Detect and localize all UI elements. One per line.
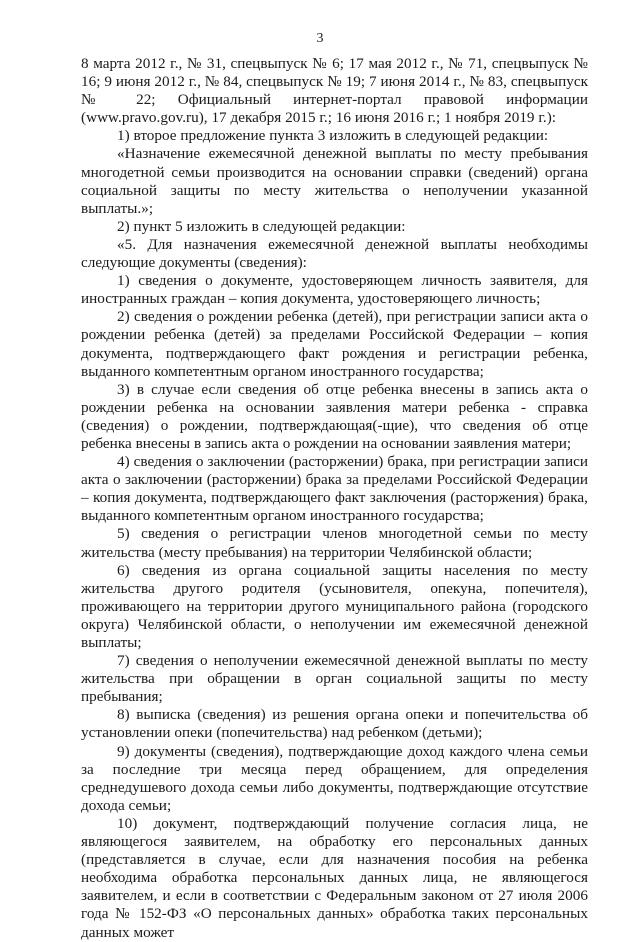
list-item-1: 1) сведения о документе, удостоверяющем личность заявителя, для иностранных граждан – копия документа, удостоверяющего личность;	[81, 272, 588, 308]
list-item-7: 7) сведения о неполучении ежемесячной денежной выплаты по месту жительства при обращении в орган социальной защиты по месту пребывания;	[81, 652, 588, 706]
paragraph-amendment-2: 2) пункт 5 изложить в следующей редакции:	[117, 217, 406, 235]
list-item-10: 10) документ, подтверждающий получение согласия лица, не являющегося заявителем, на обработку его персональных данных (представляется в случае, если для назначения пособия на ребенка необходима обработка персональных данных лица, не являющегося заявителем, и если в соответствии с Федеральным законом от 27 июля 2006 года № 152-ФЗ «О персональных данных» обработка таких персональных данных может	[81, 814, 588, 941]
paragraph-clause-5-intro: «5. Для назначения ежемесячной денежной выплаты необходимы следующие документы (сведения):	[81, 235, 588, 272]
list-item-5: 5) сведения о регистрации членов многодетной семьи по месту жительства (месту пребывания) на территории Челябинской области;	[81, 525, 588, 561]
paragraph-amendment-1: 1) второе предложение пункта 3 изложить в следующей редакции:	[117, 127, 549, 145]
page-number: 3	[316, 31, 324, 46]
list-item-8: 8) выписка (сведения) из решения органа опеки и попечительства об установлении опеки (попечительства) над ребенком (детьми);	[81, 706, 588, 742]
list-item-4: 4) сведения о заключении (расторжении) брака, при регистрации записи акта о заключении (расторжении) брака за пределами Российской Федерации – копия документа, подтверждающего факт заключения (расторжения) брака, выданного компетентным органом иностранного государства;	[81, 453, 588, 525]
document-body	[81, 55, 588, 942]
list-item-3: 3) в случае если сведения об отце ребенка внесены в запись акта о рождении ребенка на основании заявления матери ребенка - справка (сведения) о рождении, подтверждающая(-щие), что сведения об отце ребенка внесены в запись акта о рождении на основании заявления матери;	[81, 380, 588, 452]
list-item-6: 6) сведения из органа социальной защиты населения по месту жительства другого родителя (усыновителя, опекуна, попечителя), проживающего на территории другого муниципального района (городского округа) Челябинской области, о неполучении им ежемесячной денежной выплаты;	[81, 561, 588, 651]
paragraph-source-list: 8 марта 2012 г., № 31, спецвыпуск № 6; 17 мая 2012 г., № 71, спецвыпуск № 16; 9 июня 2012 г., № 84, спецвыпуск № 19; 7 июня 2014 г., № 83, спецвыпуск № 22; Официальный интернет-портал правовой информации (www.pravo.gov.ru), 17 декабря 2015 г.; 16 июня 2016 г.; 1 ноября 2019 г.):	[81, 55, 588, 127]
list-item-9: 9) документы (сведения), подтверждающие доход каждого члена семьи за последние три месяца перед обращением, для определения среднедушевого дохода семьи либо документы, подтверждающие отсутствие дохода семьи;	[81, 742, 588, 814]
list-item-2: 2) сведения о рождении ребенка (детей), при регистрации записи акта о рождении ребенка (детей) за пределами Российской Федерации – копия документа, подтверждающего факт рождения и регистрации ребенка, выданного компетентным органом иностранного государства;	[81, 308, 588, 380]
paragraph-amendment-1-text: «Назначение ежемесячной денежной выплаты по месту пребывания многодетной семьи производится на основании справки (сведений) органа социальной защиты по месту жительства о неполучении указанной выплаты.»;	[81, 145, 588, 217]
